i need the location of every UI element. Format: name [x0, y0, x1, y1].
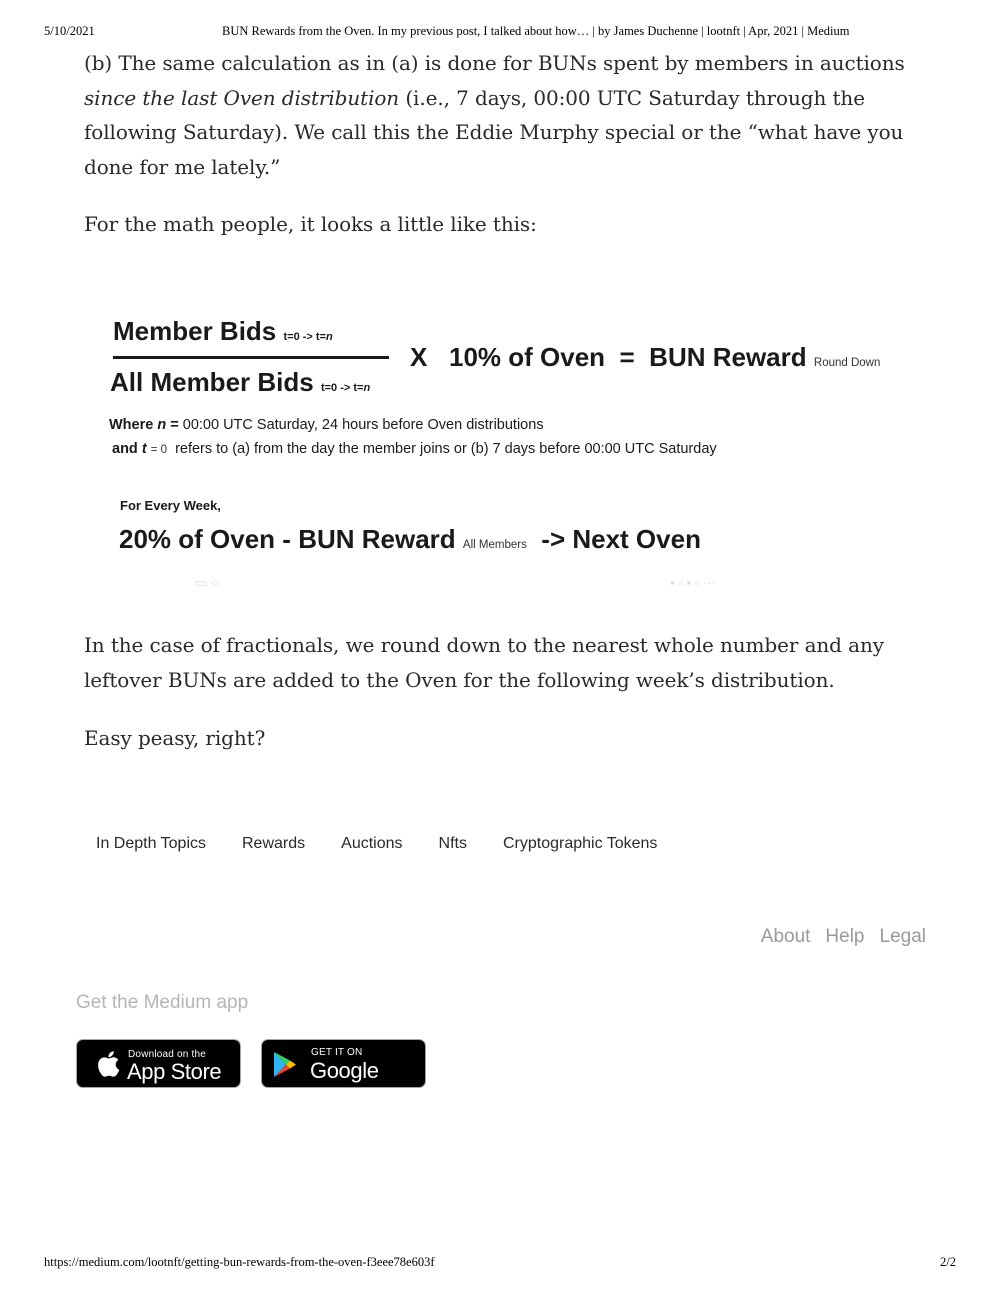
formula-denominator-subscript: t=0 -> t=n — [320, 382, 371, 394]
app-store-big-text: App Store — [127, 1059, 222, 1084]
formula-reward: BUN Reward — [649, 342, 807, 372]
faded-icons-right: ▪ ▫ ▪ ▫ ··· — [670, 575, 716, 590]
tag-auctions[interactable]: Auctions — [329, 831, 414, 857]
app-store-small-text: Download on the — [128, 1049, 207, 1060]
google-play-button[interactable] — [261, 1039, 426, 1109]
article-paragraph: For the math people, it looks a little like this: — [84, 212, 537, 236]
tag-cryptographic-tokens[interactable]: Cryptographic Tokens — [491, 831, 669, 857]
get-app-heading: Get the Medium app — [76, 992, 249, 1013]
footer-link-about[interactable]: About — [760, 926, 811, 947]
formula-equals: = — [619, 342, 635, 372]
google-play-small-text: GET IT ON — [311, 1047, 363, 1058]
formula-numerator-subscript: t=0 -> t=n — [283, 331, 333, 343]
article-paragraph: Easy peasy, right? — [84, 726, 266, 750]
formula-weekly-line: 20% of Oven - BUN Reward All Members -> Next Oven — [119, 524, 701, 554]
footer-link-help[interactable]: Help — [825, 926, 865, 947]
print-page-number: 2/2 — [940, 1255, 956, 1269]
formula-weekly-label: For Every Week, — [120, 498, 221, 513]
footer-links — [761, 926, 926, 948]
formula-denominator: All Member Bids — [110, 367, 314, 397]
footer-link-legal[interactable]: Legal — [879, 926, 926, 947]
app-store-button[interactable] — [76, 1039, 241, 1088]
google-play-big-text: Google Play — [310, 1058, 379, 1109]
formula-and-line: and t = 0 refers to (a) from the day the member joins or (b) 7 days before 00:00 UTC Saturday — [112, 441, 717, 457]
article-paragraph: (b) The same calculation as in (a) is done for BUNs spent by members in auctions since the last Oven distribution (i.e., 7 days, 00:00 UTC Saturday through the following Saturday). We call this the Eddie Murphy special or the “what have you done for me lately.” — [84, 51, 905, 179]
fraction-bar — [113, 356, 389, 359]
emphasis-text: since the last Oven distribution — [84, 85, 400, 110]
apple-icon — [96, 1050, 120, 1083]
print-date: 5/10/2021 — [44, 24, 95, 38]
formula-figure — [100, 300, 910, 595]
google-play-icon — [273, 1051, 297, 1083]
print-page-title: BUN Rewards from the Oven. In my previous post, I talked about how… | by James Duchenne | lootnft | Apr, 2021 | Medium — [222, 24, 850, 38]
formula-multiply: X — [410, 342, 428, 372]
article-paragraph: In the case of fractionals, we round down to the nearest whole number and any leftover BUNs are added to the Oven for the following week’s distribution. — [84, 633, 884, 692]
print-url: https://medium.com/lootnft/getting-bun-rewards-from-the-oven-f3eee78e603f — [44, 1255, 435, 1269]
formula-numerator: Member Bids — [113, 316, 277, 346]
formula-oven-percent: 10% of Oven — [449, 342, 606, 372]
tag-rewards[interactable]: Rewards — [230, 831, 317, 857]
formula-where-line: Where n = 00:00 UTC Saturday, 24 hours before Oven distributions — [109, 417, 544, 433]
tag-list — [84, 831, 671, 857]
formula-reward-note: Round Down — [813, 357, 881, 369]
tag-nfts[interactable]: Nfts — [427, 831, 479, 857]
tag-in-depth-topics[interactable]: In Depth Topics — [84, 831, 218, 857]
article-body — [84, 46, 914, 184]
faded-icon-left: ▭ ○ — [195, 575, 219, 590]
